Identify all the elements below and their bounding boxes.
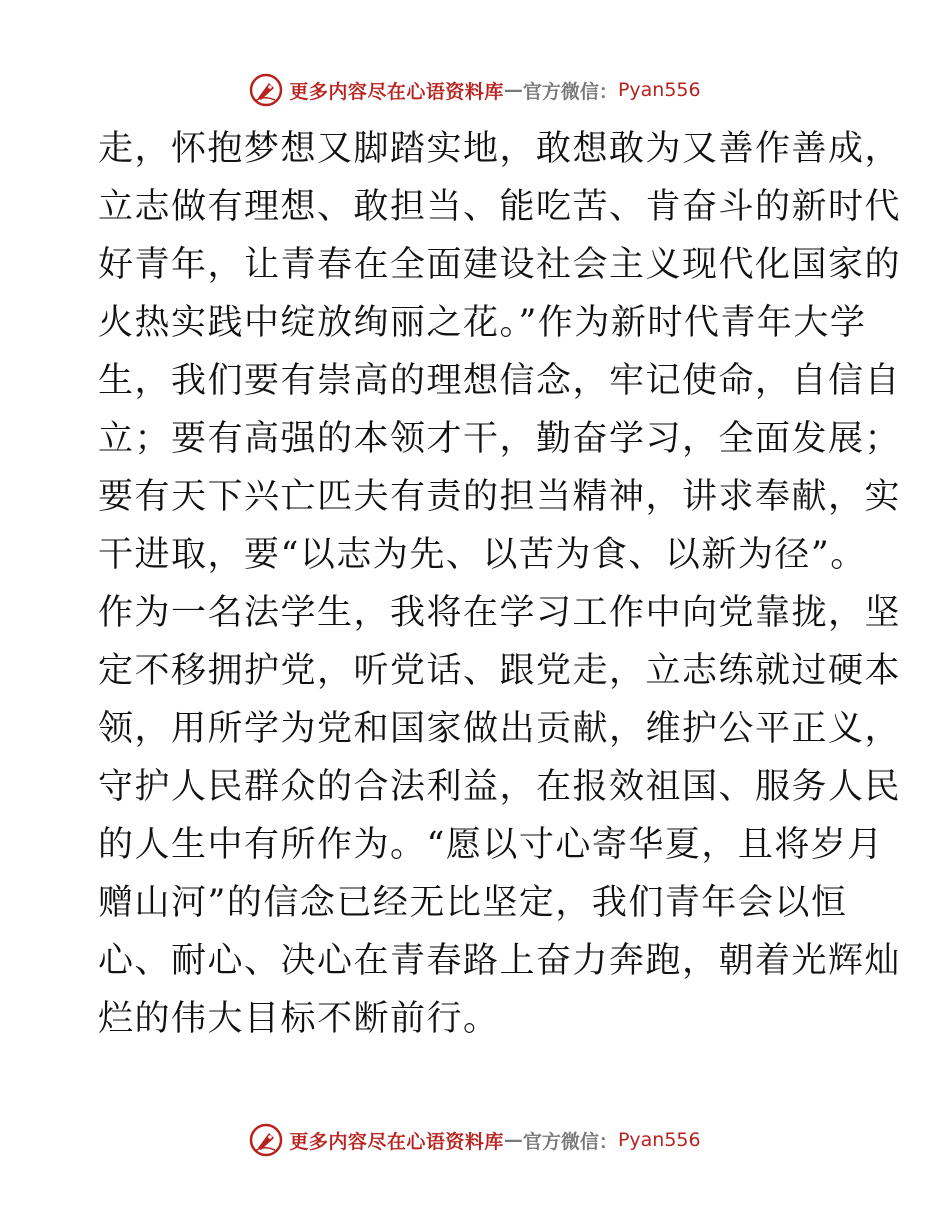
text-line: 火热实践中绽放绚丽之花。”作为新时代青年大学 xyxy=(98,303,867,343)
text-line: 心、耐心、决心在青春路上奋力奔跑，朝着光辉灿 xyxy=(98,941,902,981)
text-line: 立志做有理想、敢担当、能吃苦、肯奋斗的新时代 xyxy=(98,187,902,227)
banner-separator: — xyxy=(503,1129,523,1151)
document-body xyxy=(98,120,902,1048)
banner-separator: — xyxy=(503,79,523,101)
text-line: 走，怀抱梦想又脚踏实地，敢想敢为又善作善成， xyxy=(98,129,902,169)
text-line: 要有天下兴亡匹夫有责的担当精神，讲求奉献，实 xyxy=(98,477,902,517)
text-line: 好青年，让青春在全面建设社会主义现代化国家的 xyxy=(98,245,902,285)
wechat-label: 官方微信： xyxy=(522,80,618,103)
site-name: 更多内容尽在心语资料库 xyxy=(289,80,504,103)
text-line: 领，用所学为党和国家做出贡献，维护公平正义， xyxy=(98,709,902,749)
text-line: 守护人民群众的合法利益，在报效祖国、服务人民 xyxy=(98,767,902,807)
wechat-id: Pyan556 xyxy=(617,1129,701,1151)
text-line: 作为一名法学生，我将在学习工作中向党靠拢，坚 xyxy=(98,593,902,633)
site-name: 更多内容尽在心语资料库 xyxy=(289,1130,504,1153)
text-line: 立；要有高强的本领才干，勤奋学习，全面发展； xyxy=(98,419,902,459)
header-banner xyxy=(0,70,950,110)
text-line: 定不移拥护党，听党话、跟党走，立志练就过硬本 xyxy=(98,651,902,691)
footer-banner xyxy=(0,1120,950,1160)
wechat-id: Pyan556 xyxy=(617,79,701,101)
pen-nib-logo-icon xyxy=(249,73,283,107)
text-line: 的人生中有所作为。“愿以寸心寄华夏，且将岁月 xyxy=(98,825,884,865)
text-line: 烂的伟大目标不断前行。 xyxy=(98,999,500,1039)
text-line: 赠山河”的信念已经无比坚定，我们青年会以恒 xyxy=(98,883,848,923)
text-line: 生，我们要有崇高的理想信念，牢记使命，自信自 xyxy=(98,361,902,401)
text-line: 干进取，要“以志为先、以苦为食、以新为径”。 xyxy=(98,535,867,575)
pen-nib-logo-icon xyxy=(249,1123,283,1157)
wechat-label: 官方微信： xyxy=(522,1130,618,1153)
